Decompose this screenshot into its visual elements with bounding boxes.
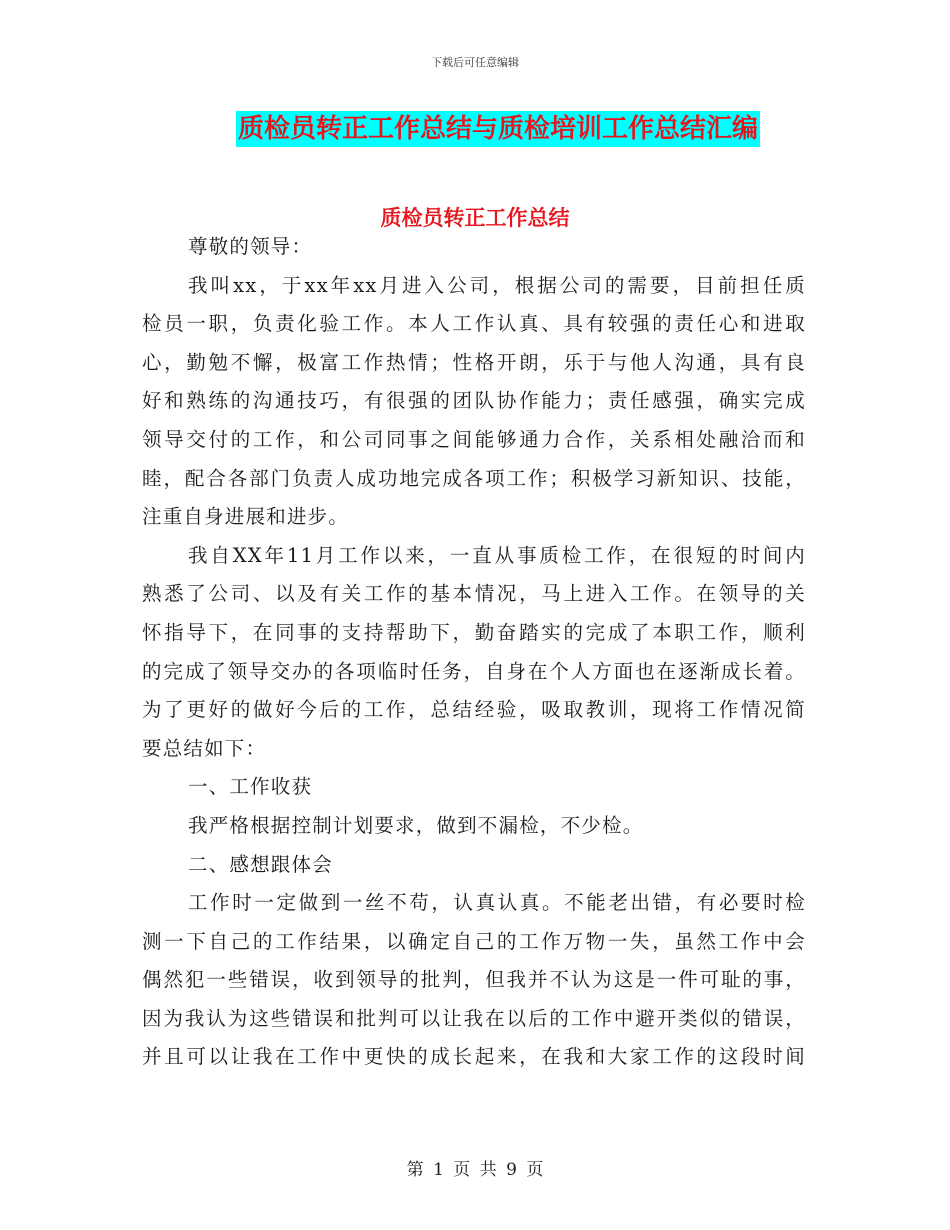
paragraph-line: 偶然犯一些错误，收到领导的批判，但我并不认为这是一件可耻的事， [142, 968, 806, 992]
document-main-title [0, 111, 950, 147]
paragraph-line: 工作时一定做到一丝不苟，认真认真。不能老出错，有必要时检 [188, 891, 806, 915]
page-number-footer: 第 1 页 共 9 页 [406, 1160, 544, 1180]
section-title: 质检员转正工作总结 [380, 206, 570, 230]
section-heading-2: 二、感想跟体会 [188, 852, 333, 876]
paragraph-line: 睦，配合各部门负责人成功地完成各项工作；积极学习新知识、技能， [142, 466, 806, 490]
paragraph-line: 检员一职，负责化验工作。本人工作认真、具有较强的责任心和进取 [142, 312, 806, 336]
paragraph-line: 我严格根据控制计划要求，做到不漏检，不少检。 [188, 813, 644, 837]
paragraph-line: 为了更好的做好今后的工作，总结经验，吸取教训，现将工作情况简 [142, 698, 806, 722]
page-header-note: 下载后可任意编辑 [431, 56, 519, 69]
paragraph-line: 心，勤勉不懈，极富工作热情；性格开朗，乐于与他人沟通，具有良 [142, 350, 806, 374]
paragraph-line: 因为我认为这些错误和批判可以让我在以后的工作中避开类似的错误， [142, 1006, 806, 1030]
section-heading-1: 一、工作收获 [188, 775, 313, 799]
paragraph-line: 我自XX年11月工作以来，一直从事质检工作，在很短的时间内 [188, 543, 806, 567]
paragraph-line: 好和熟练的沟通技巧，有很强的团队协作能力；责任感强，确实完成 [142, 389, 806, 413]
main-title-text: 质检员转正工作总结与质检培训工作总结汇编 [236, 111, 760, 147]
paragraph-line: 测一下自己的工作结果，以确定自己的工作万物一失，虽然工作中会 [142, 929, 806, 953]
paragraph-line: 注重自身进展和进步。 [142, 505, 350, 529]
document-body [142, 228, 806, 1077]
salutation-line: 尊敬的领导： [188, 235, 313, 258]
paragraph-line: 怀指导下，在同事的支持帮助下，勤奋踏实的完成了本职工作，顺利 [142, 620, 806, 644]
paragraph-line: 并且可以让我在工作中更快的成长起来，在我和大家工作的这段时间 [142, 1045, 806, 1069]
paragraph-line: 我叫xx，于xx年xx月进入公司，根据公司的需要，目前担任质 [188, 273, 806, 297]
paragraph-line: 要总结如下： [142, 736, 267, 760]
paragraph-line: 熟悉了公司、以及有关工作的基本情况，马上进入工作。在领导的关 [142, 582, 806, 606]
paragraph-line: 的完成了领导交办的各项临时任务，自身在个人方面也在逐渐成长着。 [142, 659, 806, 683]
paragraph-line: 领导交付的工作，和公司同事之间能够通力合作，关系相处融洽而和 [142, 427, 806, 451]
